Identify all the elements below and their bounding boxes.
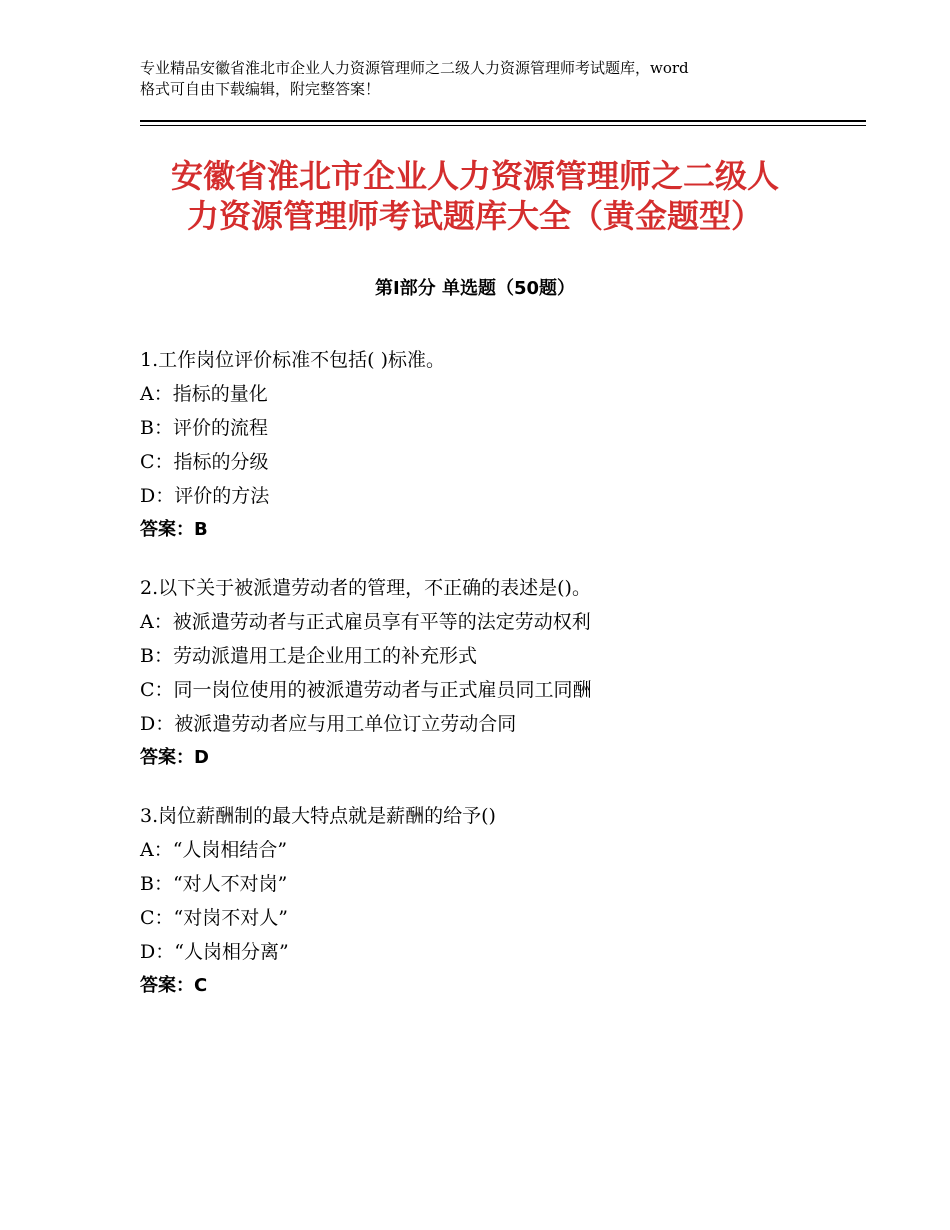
option-a: A：“人岗相结合” — [140, 839, 288, 861]
answer: 答案：B — [140, 519, 208, 540]
option-a: A：指标的量化 — [140, 383, 268, 405]
answer: 答案：D — [140, 747, 209, 768]
option-d: D：被派遣劳动者应与用工单位订立劳动合同 — [140, 713, 517, 735]
document-title-line-1: 安徽省淮北市企业人力资源管理师之二级人 — [170, 157, 779, 195]
section-title: 第Ⅰ部分 单选题（50题） — [374, 278, 575, 299]
header-divider-thick — [140, 120, 866, 122]
question-stem: 3.岗位薪酬制的最大特点就是薪酬的给予() — [140, 805, 496, 827]
question-1 — [140, 343, 860, 547]
document-title-line-2: 力资源管理师考试题库大全（黄金题型） — [186, 197, 763, 235]
option-b: B：“对人不对岗” — [140, 873, 288, 895]
question-3 — [140, 799, 860, 1003]
header-note-line-1: 专业精品安徽省淮北市企业人力资源管理师之二级人力资源管理师考试题库，word — [140, 59, 689, 77]
question-stem: 1.工作岗位评价标准不包括( )标准。 — [140, 349, 445, 371]
header-note — [140, 58, 840, 100]
option-c: C：“对岗不对人” — [140, 907, 288, 929]
option-c: C：同一岗位使用的被派遣劳动者与正式雇员同工同酬 — [140, 679, 592, 701]
option-a: A：被派遣劳动者与正式雇员享有平等的法定劳动权利 — [140, 611, 591, 633]
question-list — [140, 343, 860, 1027]
question-stem: 2.以下关于被派遣劳动者的管理，不正确的表述是()。 — [140, 577, 591, 599]
question-2 — [140, 571, 860, 775]
option-b: B：评价的流程 — [140, 417, 268, 439]
answer: 答案：C — [140, 975, 208, 996]
header-divider-thin — [140, 125, 866, 126]
option-d: D：评价的方法 — [140, 485, 270, 507]
option-b: B：劳动派遣用工是企业用工的补充形式 — [140, 645, 477, 667]
document-title — [120, 156, 830, 236]
option-c: C：指标的分级 — [140, 451, 269, 473]
header-note-line-2: 格式可自由下载编辑，附完整答案！ — [140, 80, 381, 98]
option-d: D：“人岗相分离” — [140, 941, 289, 963]
